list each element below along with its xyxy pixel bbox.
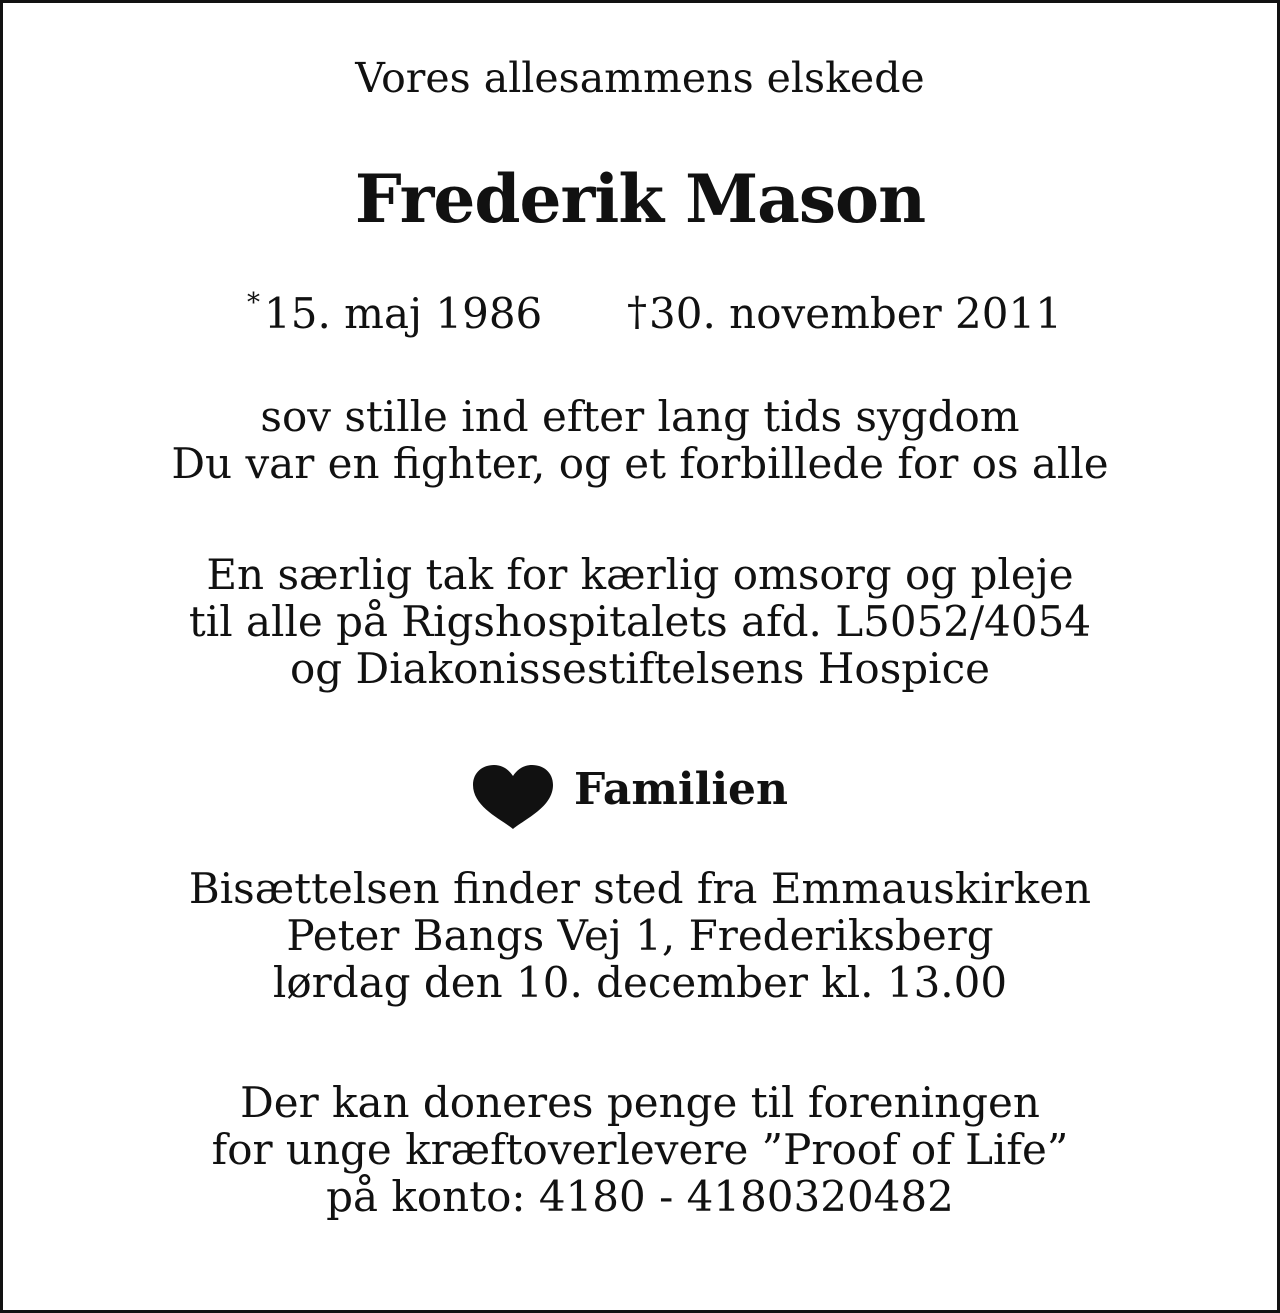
thanks-block bbox=[3, 551, 1277, 692]
funeral-line: Bisættelsen finder sted fra Emmauskirken bbox=[188, 864, 1092, 913]
funeral-line: lørdag den 10. december kl. 13.00 bbox=[272, 958, 1008, 1007]
heart-icon bbox=[471, 763, 555, 831]
funeral-line: Peter Bangs Vej 1, Frederiksberg bbox=[286, 911, 994, 960]
donation-line: Der kan doneres penge til foreningen bbox=[240, 1078, 1040, 1127]
thanks-line: og Diakonissestiftelsens Hospice bbox=[290, 644, 990, 693]
death-date bbox=[627, 287, 1062, 341]
donation-line: på konto: 4180 - 4180320482 bbox=[326, 1172, 954, 1221]
death-cross-symbol: † bbox=[627, 289, 647, 335]
donation-line: for unge kræftoverlevere ”Proof of Life” bbox=[211, 1125, 1069, 1174]
funeral-block bbox=[3, 865, 1277, 1006]
birth-date bbox=[247, 287, 542, 341]
birth-date-text: 15. maj 1986 bbox=[264, 289, 543, 338]
life-dates bbox=[3, 287, 1277, 341]
message-block bbox=[3, 393, 1277, 487]
intro-text: Vores allesammens elskede bbox=[355, 54, 925, 102]
death-date-text: 30. november 2011 bbox=[649, 289, 1062, 338]
thanks-line: til alle på Rigshospitalets afd. L5052/4054 bbox=[188, 597, 1092, 646]
message-line: Du var en fighter, og et forbillede for os alle bbox=[171, 439, 1109, 488]
donation-block bbox=[3, 1079, 1277, 1220]
deceased-name: Frederik Mason bbox=[354, 160, 926, 238]
thanks-line: En særlig tak for kærlig omsorg og pleje bbox=[206, 550, 1074, 599]
birth-symbol: * bbox=[247, 288, 260, 318]
family-label: Familien bbox=[574, 764, 789, 815]
message-line: sov stille ind efter lang tids sygdom bbox=[260, 392, 1020, 441]
